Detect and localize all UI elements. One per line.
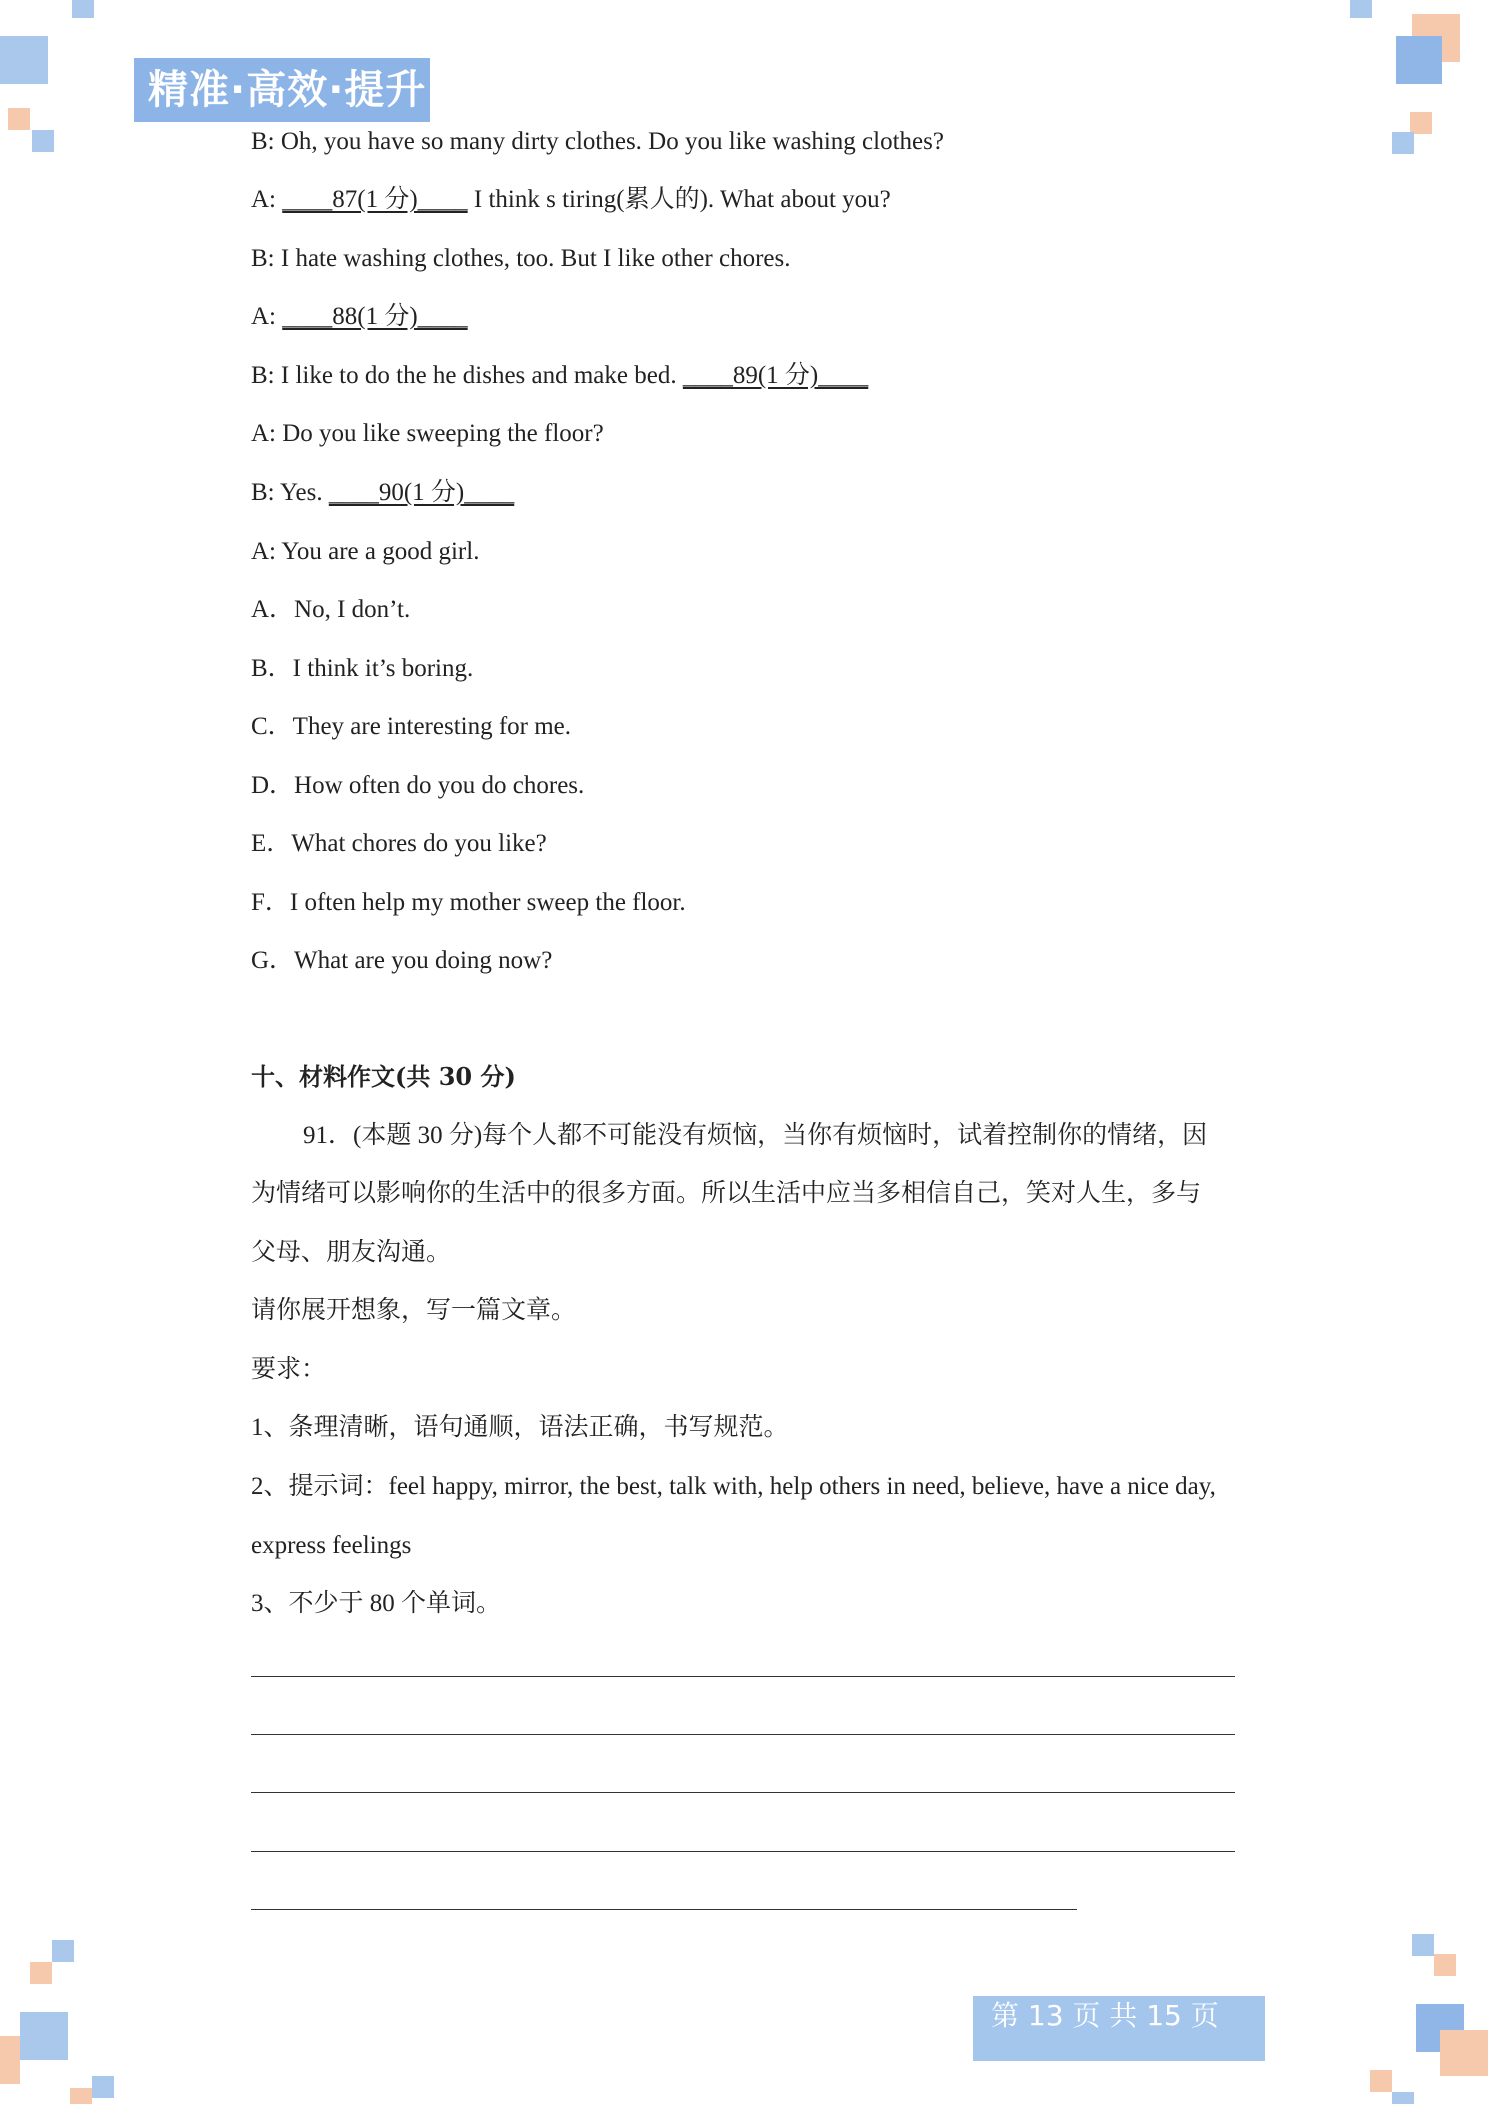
answer-blank-90[interactable]: ____90(1 分)____ bbox=[328, 479, 515, 506]
option-f: F．I often help my mother sweep the floor. bbox=[251, 889, 686, 916]
dialogue-text: B: I hate washing clothes, too. But I like other chores. bbox=[251, 245, 791, 272]
dialogue-line bbox=[251, 418, 604, 450]
dialogue-line bbox=[251, 536, 479, 568]
writing-line[interactable] bbox=[251, 1734, 1235, 1735]
corner-square bbox=[0, 2036, 20, 2084]
dialogue-text: A: You are a good girl. bbox=[251, 538, 480, 565]
answer-blank-88[interactable]: ____88(1 分)____ bbox=[282, 303, 468, 330]
corner-square bbox=[1412, 1934, 1434, 1956]
corner-square bbox=[70, 2088, 92, 2104]
dialogue-line bbox=[251, 184, 891, 216]
writing-line[interactable] bbox=[251, 1851, 1235, 1852]
section-heading: 十、材料作文(共 30 分) bbox=[251, 1062, 516, 1091]
dialogue-text: A: bbox=[251, 303, 283, 330]
corner-square bbox=[32, 130, 54, 152]
prompt-line: 为情绪可以影响你的生活中的很多方面。所以生活中应当多相信自己，笑对人生，多与 bbox=[251, 1180, 1202, 1207]
writing-line[interactable] bbox=[251, 1676, 1235, 1677]
writing-line[interactable] bbox=[251, 1792, 1235, 1793]
corner-square bbox=[1392, 132, 1414, 154]
corner-square bbox=[92, 2076, 114, 2098]
corner-square bbox=[20, 2012, 68, 2060]
corner-square bbox=[1434, 1954, 1456, 1976]
corner-square bbox=[0, 36, 48, 84]
requirement-item: 2、提示词：feel happy, mirror, the best, talk with, help others in need, believe, have a nice day, bbox=[251, 1473, 1216, 1500]
requirement-item: 1、条理清晰，语句通顺，语法正确，书写规范。 bbox=[251, 1414, 789, 1441]
prompt-line: 父母、朋友沟通。 bbox=[251, 1239, 452, 1266]
corner-square bbox=[1440, 2030, 1488, 2076]
dialogue-line bbox=[251, 360, 868, 392]
dialogue-text: A: bbox=[251, 186, 283, 213]
option-g: G．What are you doing now? bbox=[251, 947, 553, 974]
dialogue-text: B: Oh, you have so many dirty clothes. Do you like washing clothes? bbox=[251, 128, 944, 155]
corner-square bbox=[1350, 0, 1372, 18]
dialogue-text: B: I like to do the he dishes and make bed. bbox=[251, 362, 683, 389]
option-e: E．What chores do you like? bbox=[251, 830, 547, 857]
corner-square bbox=[1392, 2092, 1414, 2104]
corner-square bbox=[30, 1962, 52, 1984]
corner-square bbox=[8, 108, 30, 130]
corner-square bbox=[1370, 2070, 1392, 2092]
requirement-item: 3、不少于 80 个单词。 bbox=[251, 1590, 502, 1617]
option-a: A．No, I don’t. bbox=[251, 596, 411, 623]
dialogue-line bbox=[251, 126, 944, 158]
corner-square bbox=[1396, 36, 1442, 84]
option-c: C．They are interesting for me. bbox=[251, 713, 572, 740]
brand-banner: 精准·高效·提升 bbox=[134, 58, 430, 122]
dialogue-line bbox=[251, 301, 468, 333]
instruction-text: 请你展开想象，写一篇文章。 bbox=[251, 1297, 577, 1324]
answer-blank-89[interactable]: ____89(1 分)____ bbox=[682, 362, 869, 389]
answer-blank-87[interactable]: ____87(1 分)____ bbox=[282, 186, 468, 213]
corner-square bbox=[52, 1940, 74, 1962]
prompt-line: 91．(本题 30 分)每个人都不可能没有烦恼，当你有烦恼时，试着控制你的情绪，因 bbox=[303, 1122, 1208, 1149]
option-b: B．I think it’s boring. bbox=[251, 655, 474, 682]
dialogue-line bbox=[251, 477, 514, 509]
writing-line[interactable] bbox=[251, 1909, 1077, 1910]
dialogue-text: A: Do you like sweeping the floor? bbox=[251, 420, 604, 447]
dialogue-text: B: Yes. bbox=[251, 479, 329, 506]
requirements-label: 要求： bbox=[251, 1356, 327, 1383]
dialogue-text: I think s tiring(累人的). What about you? bbox=[467, 186, 891, 213]
corner-square bbox=[72, 0, 94, 18]
dialogue-line bbox=[251, 243, 790, 275]
requirement-item: express feelings bbox=[251, 1532, 412, 1559]
corner-square bbox=[1410, 112, 1432, 134]
option-d: D．How often do you do chores. bbox=[251, 772, 585, 799]
page-indicator: 第 13 页 共 15 页 bbox=[973, 1996, 1265, 2061]
